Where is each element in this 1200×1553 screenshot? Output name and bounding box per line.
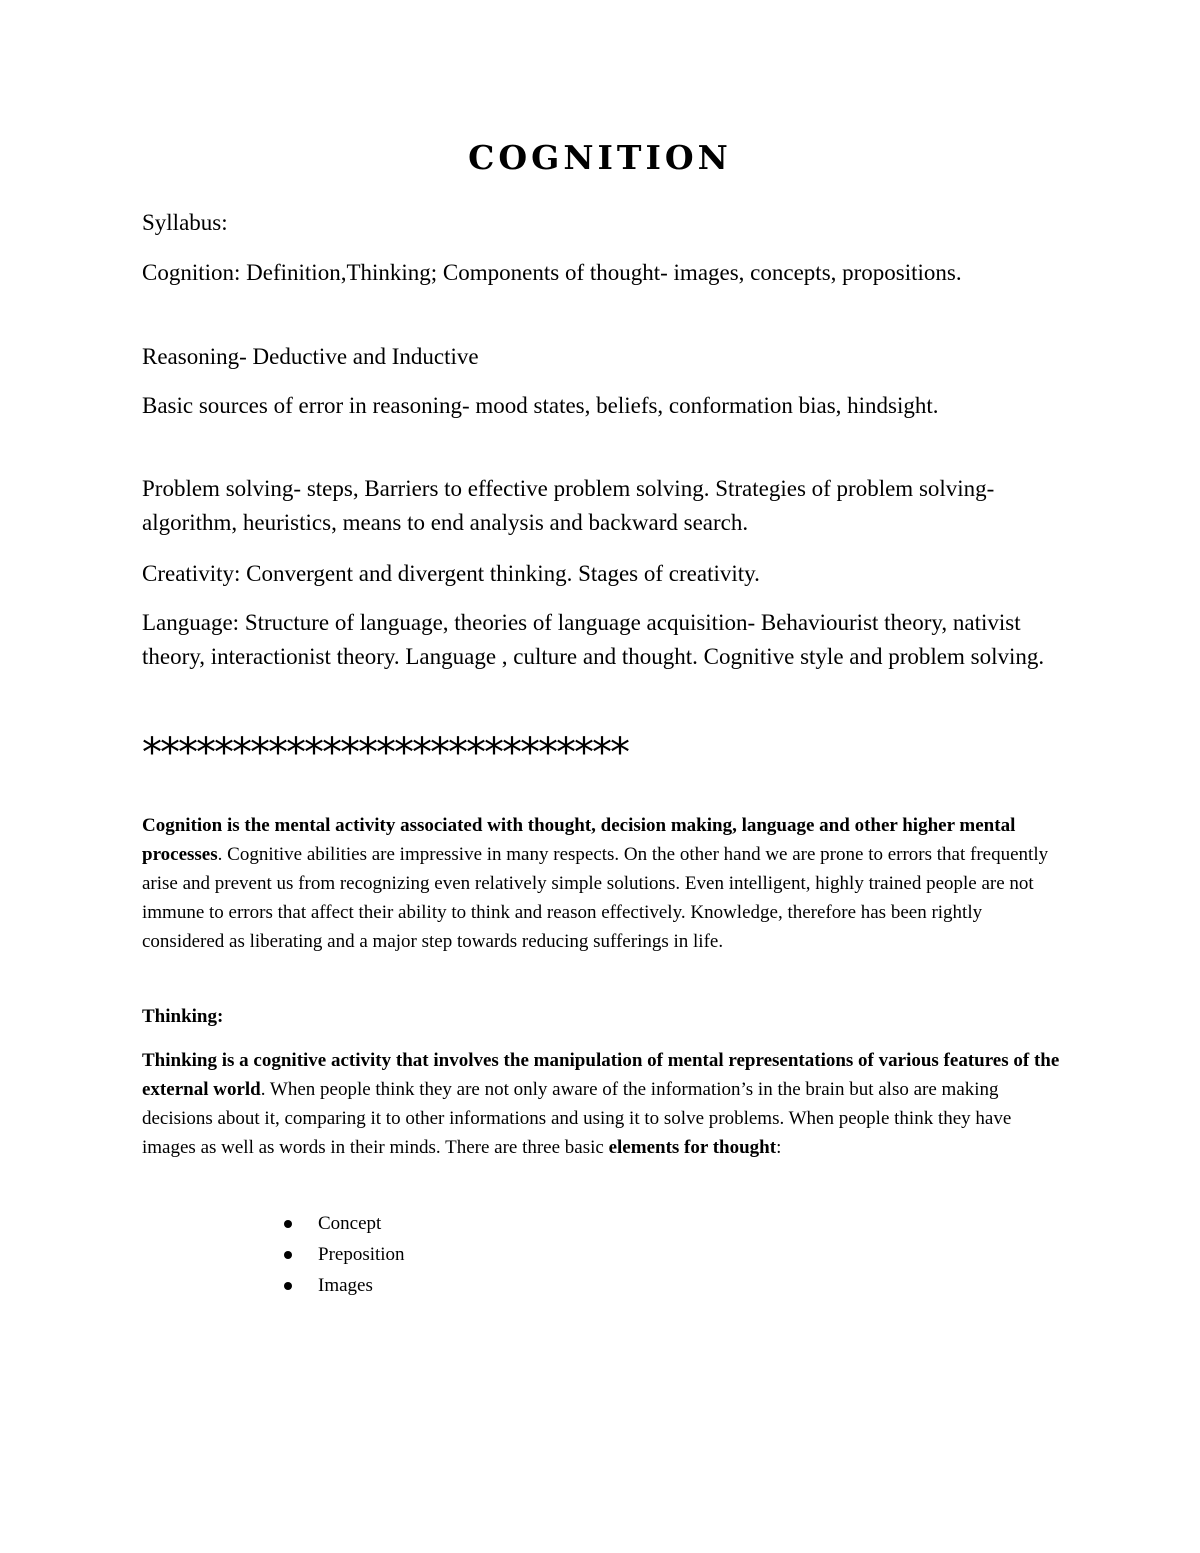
page-title: COGNITION: [468, 138, 732, 177]
list-item-label: Concept: [318, 1213, 382, 1234]
bullet-icon: [284, 1282, 292, 1290]
thinking-colon: :: [776, 1137, 782, 1158]
thinking-paragraph: [142, 1046, 1062, 1162]
list-item: [318, 1270, 405, 1301]
intro-paragraph: [142, 811, 1062, 956]
intro-bold-definition: Cognition is the mental activity associated with thought, decision making, language and other higher mental processes: [142, 815, 1016, 865]
syllabus-heading: Syllabus:: [142, 210, 228, 235]
syllabus-creativity: Creativity: Convergent and divergent thinking. Stages of creativity.: [142, 561, 760, 586]
thinking-bold-elements: elements for thought: [608, 1137, 777, 1158]
list-item: [318, 1239, 405, 1270]
thinking-heading: [142, 1002, 1062, 1031]
intro-text: . Cognitive abilities are impressive in many respects. On the other hand we are prone to errors that frequently arise and prevent us from recognizing even relatively simple solutions. Even intelligent, highly trained people are not immune to errors that affect their ability to think and reason effectively. Knowledge, therefore has been rightly considered as liberating and a major step towards reducing sufferings in life.: [142, 844, 1049, 952]
bullet-icon: [284, 1251, 292, 1259]
syllabus-errors: Basic sources of error in reasoning- mood states, beliefs, conformation bias, hindsight.: [142, 393, 939, 418]
list-item-label: Preposition: [318, 1244, 405, 1265]
asterisk-separator: ***************************: [142, 730, 628, 776]
syllabus-reasoning: Reasoning- Deductive and Inductive: [142, 344, 479, 369]
syllabus-language: Language: Structure of language, theories of language acquisition- Behaviourist theory, nativist theory, interactionist theory. Language , culture and thought. Cognitive style and problem solving.: [142, 610, 1045, 669]
syllabus-problem-solving: Problem solving- steps, Barriers to effective problem solving. Strategies of problem solving-algorithm, heuristics, means to end analysis and backward search.: [142, 476, 995, 535]
bullet-icon: [284, 1220, 292, 1228]
list-item: [318, 1208, 405, 1239]
thinking-heading-text: Thinking:: [142, 1006, 224, 1027]
thinking-text: . When people think they are not only aware of the information’s in the brain but also are making decisions about it, comparing it to other informations and using it to solve problems. When people think they have images as well as words in their minds. There are three basic: [142, 1079, 1012, 1158]
thinking-bold-definition: Thinking is a cognitive activity that involves the manipulation of mental representations of various features of the external world: [142, 1050, 1060, 1100]
syllabus-cognition: Cognition: Definition,Thinking; Components of thought- images, concepts, propositions.: [142, 260, 962, 285]
list-item-label: Images: [318, 1275, 373, 1296]
elements-list: [318, 1208, 405, 1301]
